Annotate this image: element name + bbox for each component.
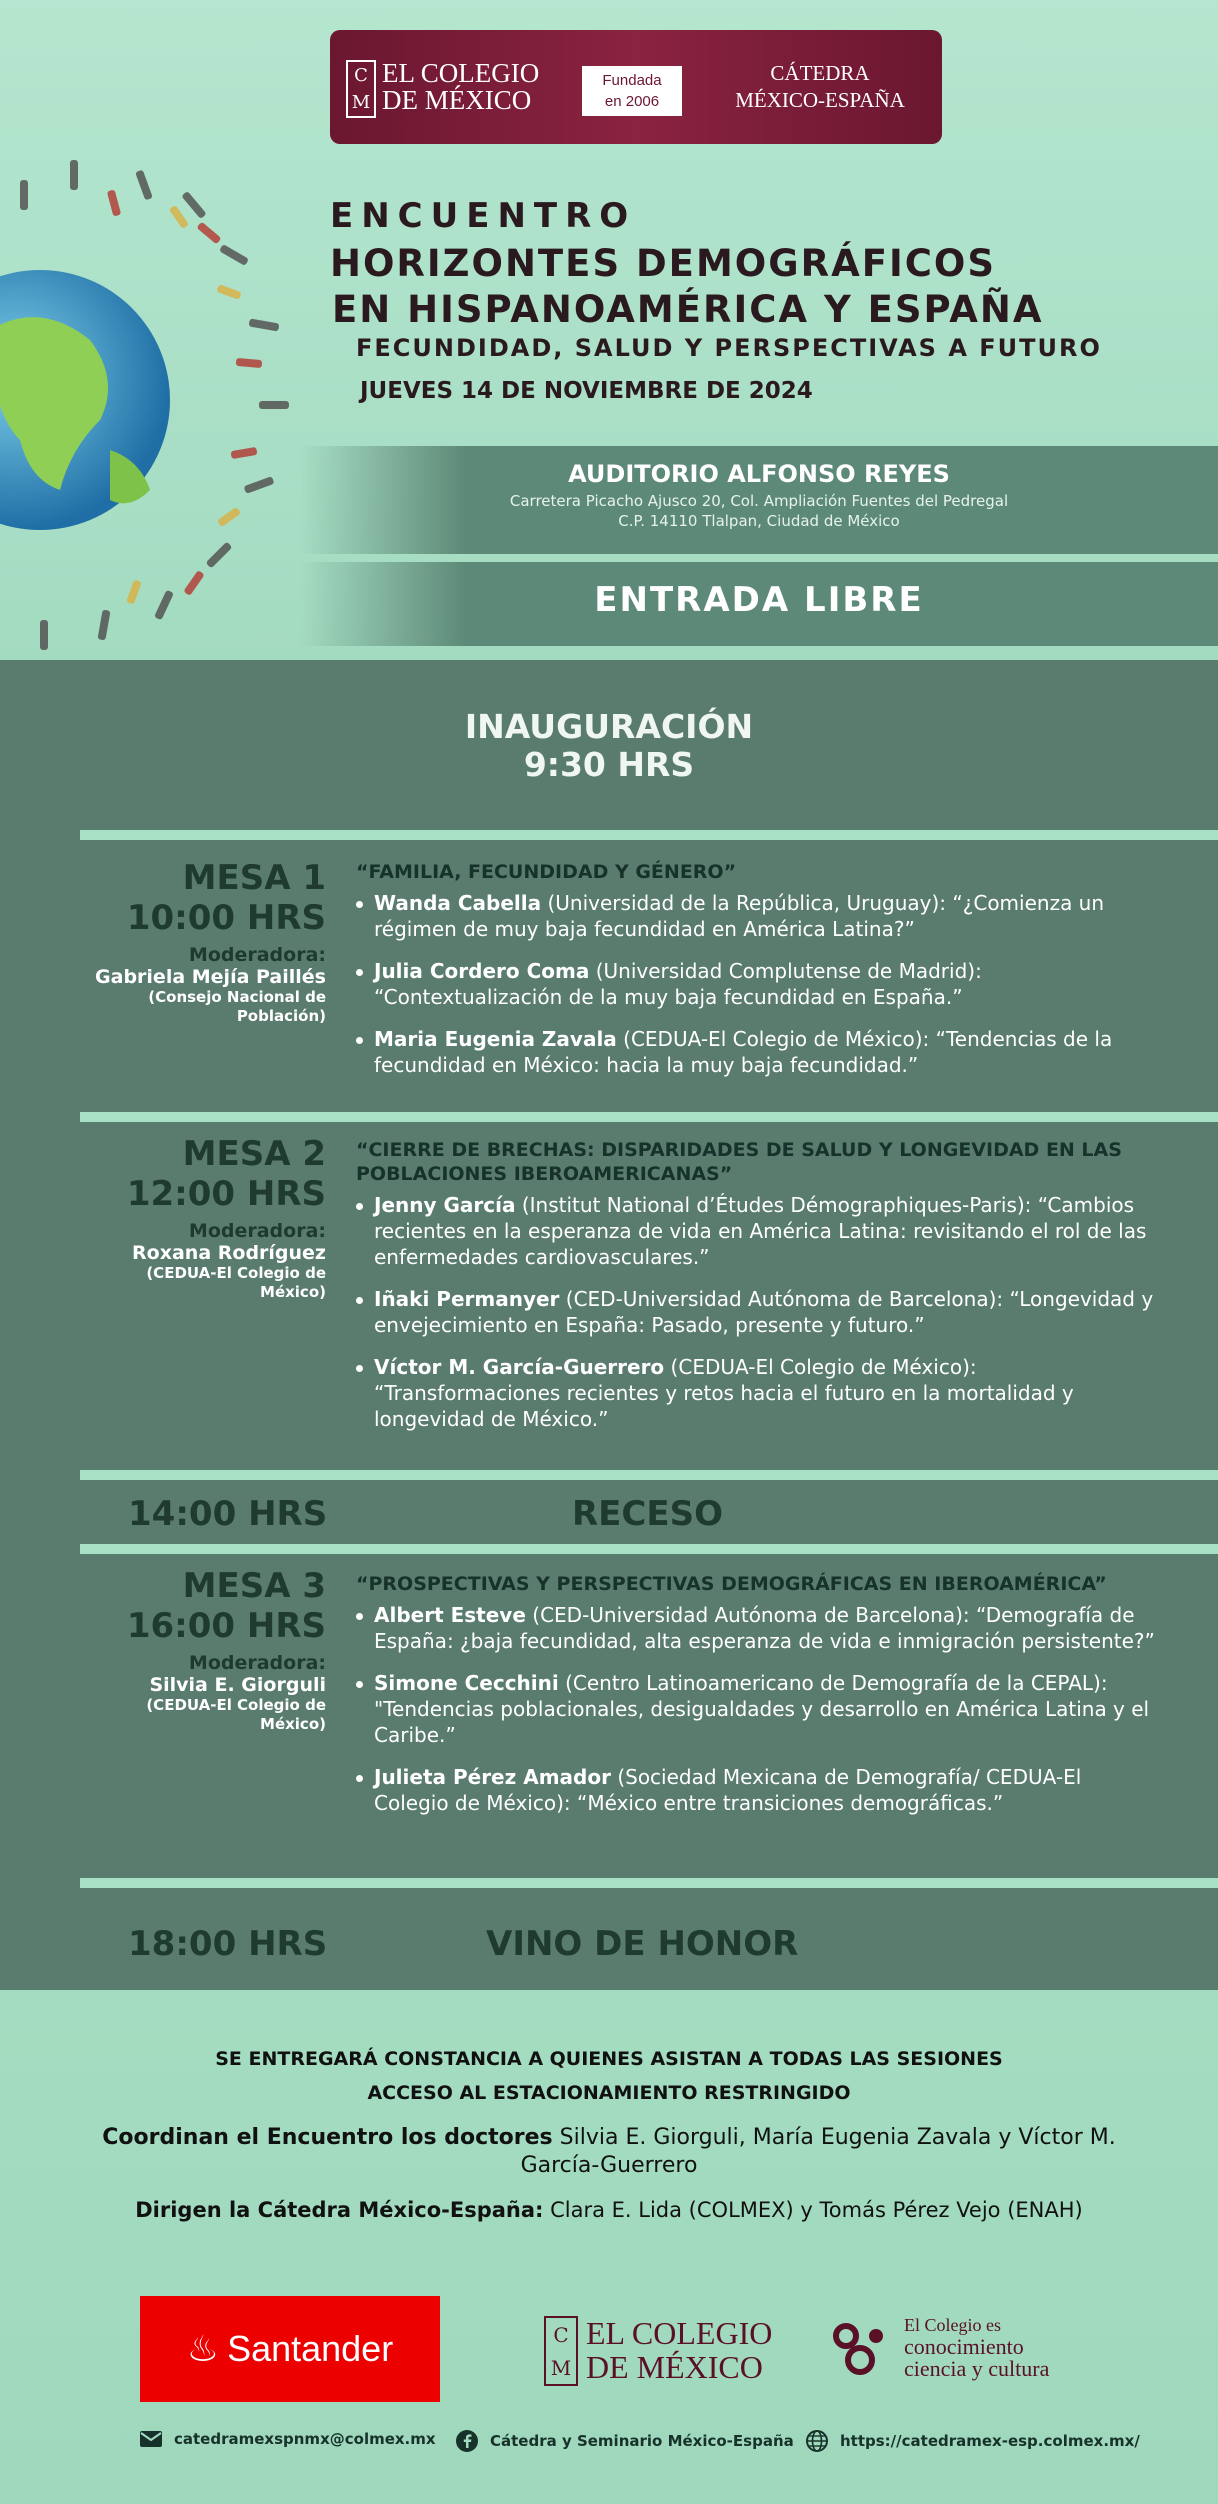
contact-website-text[interactable]: https://catedramex-esp.colmex.mx/ [840,2432,1140,2450]
colmex-line2: DE MÉXICO [382,85,532,115]
catedra-line2: MÉXICO-ESPAÑA [735,88,905,112]
talk-speaker: Maria Eugenia Zavala [374,1027,617,1051]
vino-time: 18:00 HRS [128,1924,328,1964]
coordinan-note [100,2124,1118,2180]
talk-description: (CED-Universidad Autónoma de Barcelona): “Demografía de España: ¿baja fecundidad, alta esperanza de vida e inmigración persistente?” [374,1603,1155,1653]
colmex-cm-emblem [346,60,376,118]
vino-label: VINO DE HONOR [486,1924,799,1964]
colmex-catedra-banner [330,30,942,144]
talk-description: (Sociedad Mexicana de Demografía/ CEDUA-El Colegio de México): “México entre transiciones demográficas.” [374,1765,1082,1815]
mesa-3-moderator: Silvia E. Giorguli [149,1674,326,1696]
colmex-line1: EL COLEGIO [382,58,540,88]
mesa-2-moderator-label: Moderadora: [188,1220,326,1242]
talk-item [356,958,1156,1010]
mesa-1-moderator-label: Moderadora: [188,944,326,966]
contact-facebook[interactable] [456,2430,794,2452]
talk-speaker: Jenny García [374,1193,516,1217]
conocimiento-line1: El Colegio es [904,2315,1001,2335]
event-date: JUEVES 14 DE NOVIEMBRE DE 2024 [360,378,813,404]
contact-email-text[interactable]: catedramexspnmx@colmex.mx [174,2430,436,2448]
dirigen-note [0,2198,1218,2222]
cm-letter-c: C [354,65,368,86]
talk-description: (CEDUA-El Colegio de México): “Transformaciones recientes y retos hacia el futuro en la mortalidad y longevidad de México.” [374,1355,1074,1431]
talk-speaker: Albert Esteve [374,1603,526,1627]
event-title-line2: EN HISPANOAMÉRICA Y ESPAÑA [332,288,1044,331]
talk-item [356,1670,1156,1748]
event-kicker: ENCUENTRO [330,196,637,236]
contact-facebook-text[interactable]: Cátedra y Seminario México-España [490,2432,794,2450]
globe-icon [806,2430,828,2452]
talk-item [356,1026,1156,1078]
contact-website[interactable] [806,2430,1140,2452]
mesa-2-name: MESA 2 [182,1134,326,1174]
constancia-note: SE ENTREGARÁ CONSTANCIA A QUIENES ASISTAN A TODAS LAS SESIONES [215,2048,1003,2070]
mesa-1-title: “FAMILIA, FECUNDIDAD Y GÉNERO” [356,861,737,883]
talk-item [356,1192,1156,1270]
venue-band [300,446,1218,554]
cm-letter-m: M [550,2355,572,2380]
talk-description: (CED-Universidad Autónoma de Barcelona): “Longevidad y envejecimiento en España: Pasado, presente y futuro.” [374,1287,1154,1337]
talk-speaker: Julieta Pérez Amador [374,1765,611,1789]
mesa-3-time: 16:00 HRS [126,1606,326,1646]
divider [80,1470,1218,1480]
globe-people-illustration [0,150,340,650]
mesa-1-content [356,860,1156,1094]
facebook-icon [456,2430,478,2452]
conocimiento-emblem-icon [830,2320,894,2376]
talk-description: (Centro Latinoamericano de Demografía de la CEPAL): "Tendencias poblacionales, desigualdades y desarrollo en América Latina y el Caribe.” [374,1671,1150,1747]
colmex-wordmark [586,2316,772,2384]
dirigen-names: Clara E. Lida (COLMEX) y Tomás Pérez Vejo (ENAH) [543,2198,1083,2222]
mesa-1-name: MESA 1 [182,858,326,898]
mesa-1-moderator-inst: (Consejo Nacional de Población) [148,988,326,1025]
divider [80,1544,1218,1554]
mesa-2-time: 12:00 HRS [126,1174,326,1214]
mesa-3-content [356,1572,1156,1832]
santander-flame-icon: ♨ [186,2328,220,2369]
event-subtitle: FECUNDIDAD, SALUD Y PERSPECTIVAS A FUTURO [356,334,1102,362]
fundada-badge [582,66,682,116]
mesa-2-moderator: Roxana Rodríguez [132,1242,326,1264]
fundada-line2: en 2006 [604,93,660,110]
venue-address-line1: Carretera Picacho Ajusco 20, Col. Ampliación Fuentes del Pedregal [509,492,1009,510]
colmex-line2: DE MÉXICO [586,2349,763,2385]
divider [80,1112,1218,1122]
dirigen-label: Dirigen la Cátedra México-España: [135,2198,544,2222]
mesa-2-header [76,1134,326,1302]
cm-letter-m: M [351,92,371,113]
event-title-line1: HORIZONTES DEMOGRÁFICOS [330,242,997,285]
inauguracion-label: INAUGURACIÓN [464,707,754,746]
venue-address-line2: C.P. 14110 Tlalpan, Ciudad de México [618,512,900,530]
talk-description: (Institut National d’Études Démographiques-Paris): “Cambios recientes en la esperanza de vida en América Latina: revisitando el rol de las enfermedades cardiovasculares.” [374,1193,1147,1269]
talk-item [356,1764,1156,1816]
mesa-1-header [76,858,326,1026]
mesa-3-moderator-label: Moderadora: [188,1652,326,1674]
mesa-3-title: “PROSPECTIVAS Y PERSPECTIVAS DEMOGRÁFICAS EN IBEROAMÉRICA” [356,1573,1107,1595]
talk-speaker: Wanda Cabella [374,891,542,915]
talk-speaker: Iñaki Permanyer [374,1287,560,1311]
divider [80,1878,1218,1888]
coordinan-label: Coordinan el Encuentro los doctores [102,2125,553,2150]
inauguracion-time: 9:30 HRS [523,745,695,784]
coordinan-names: Silvia E. Giorguli, María Eugenia Zavala y Víctor M. García-Guerrero [520,2125,1116,2178]
receso-time: 14:00 HRS [128,1494,328,1534]
conocimiento-wordmark [904,2314,1049,2380]
fundada-line1: Fundada [602,72,662,89]
colmex-wordmark [382,60,562,114]
catedra-wordmark [710,60,930,114]
talk-description: (Universidad de la República, Uruguay): “¿Comienza un régimen de muy baja fecundidad en América Latina?” [374,891,1105,941]
colmex-cm-emblem [544,2316,578,2386]
mesa-3-moderator-inst: (CEDUA-El Colegio de México) [146,1696,326,1733]
talk-item [356,890,1156,942]
talk-item [356,1286,1156,1338]
talk-speaker: Simone Cecchini [374,1671,559,1695]
talk-speaker: Víctor M. García-Guerrero [374,1355,665,1379]
santander-logo [140,2296,440,2402]
mesa-1-time: 10:00 HRS [126,898,326,938]
conocimiento-line3: ciencia y cultura [904,2356,1050,2381]
catedra-line1: CÁTEDRA [770,61,870,85]
entrada-libre-label: ENTRADA LIBRE [594,580,924,620]
colmex-line1: EL COLEGIO [586,2315,773,2351]
entrada-band [300,562,1218,646]
talk-item [356,1354,1156,1432]
mail-icon [140,2431,162,2447]
venue-name: AUDITORIO ALFONSO REYES [568,460,950,488]
mesa-3-name: MESA 3 [182,1566,326,1606]
divider [80,830,1218,840]
talk-description: (Universidad Complutense de Madrid): “Contextualización de la muy baja fecundidad en España.” [374,959,982,1009]
mesa-2-title: “CIERRE DE BRECHAS: DISPARIDADES DE SALUD Y LONGEVIDAD EN LAS POBLACIONES IBEROAMERICANAS” [356,1139,1122,1185]
conocimiento-line2: conocimiento [904,2334,1024,2359]
mesa-1-moderator: Gabriela Mejía Paillés [95,966,326,988]
inauguracion-block [0,708,1218,784]
colmex-logo [544,2312,794,2388]
contact-email[interactable] [140,2430,436,2448]
estacionamiento-note: ACCESO AL ESTACIONAMIENTO RESTRINGIDO [367,2082,851,2104]
talk-description: (CEDUA-El Colegio de México): “Tendencias de la fecundidad en México: hacia la muy baja fecundidad.” [374,1027,1113,1077]
cm-letter-c: C [553,2322,569,2347]
mesa-3-header [76,1566,326,1734]
mesa-2-content [356,1138,1156,1448]
conocimiento-logo [830,2310,1130,2390]
talk-speaker: Julia Cordero Coma [374,959,590,983]
mesa-2-moderator-inst: (CEDUA-El Colegio de México) [146,1264,326,1301]
receso-label: RECESO [572,1494,723,1534]
santander-wordmark: Santander [227,2328,394,2369]
talk-item [356,1602,1156,1654]
